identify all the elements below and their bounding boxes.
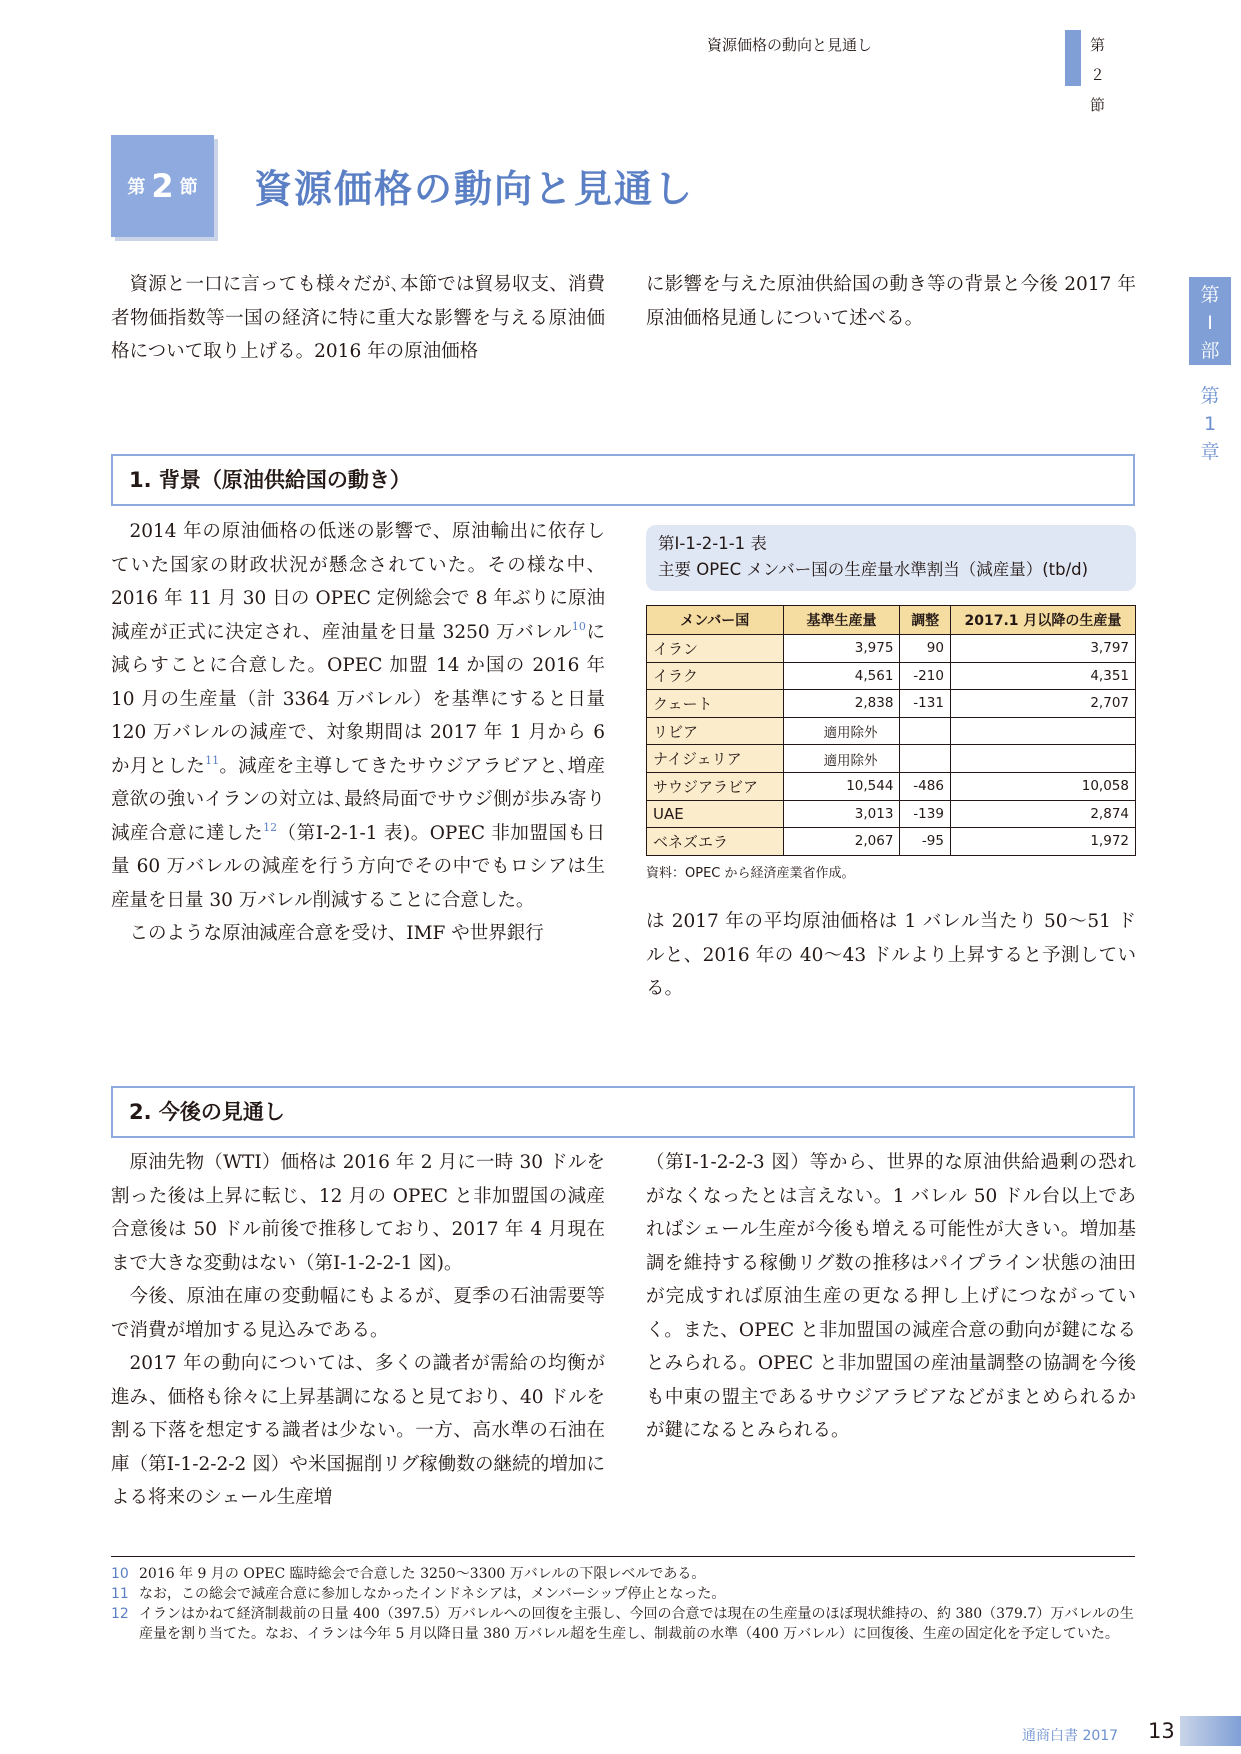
table-row xyxy=(647,745,1136,773)
base-cell: 3,013 xyxy=(783,800,900,828)
quota-cell: 2,707 xyxy=(950,690,1135,718)
member-cell: クェート xyxy=(647,690,784,718)
base-cell: 2,838 xyxy=(783,690,900,718)
adjust-cell: -139 xyxy=(900,800,951,828)
side-tab-part-char: Ⅰ xyxy=(1207,312,1213,334)
table-header-row xyxy=(647,606,1136,635)
member-cell: ベネズエラ xyxy=(647,828,784,856)
table-row xyxy=(647,717,1136,745)
footnote-ref-10[interactable]: 10 xyxy=(571,619,586,633)
section-number-box xyxy=(111,135,214,237)
section-number: 2 xyxy=(151,167,174,205)
footnotes xyxy=(111,1564,1135,1644)
intro-paragraph: 資源と一口に言っても様々だが､本節では貿易収支、消費者物価指数等一国の経済に特に重大な影響を与える原油価格について取り上げる。2016 年の原油価格 xyxy=(111,274,605,362)
side-tab-part-char: 第 xyxy=(1200,284,1220,306)
table-row xyxy=(647,772,1136,800)
member-cell: イラク xyxy=(647,662,784,690)
text-run: （第Ⅰ-2-1-1 表)。OPEC 非加盟国も日量 60 万バレルの減産を行う方向でその中でもロシアは生産量を日量 30 万バレル削減することに合意した。 xyxy=(111,822,605,911)
footnote-number: 10 xyxy=(111,1566,129,1582)
footnote-text: 2016 年 9 月の OPEC 臨時総会で合意した 3250〜3300 万バレルの下限レベルである。 xyxy=(139,1566,706,1582)
footnote-11 xyxy=(111,1584,1135,1604)
table-header-cell: メンバー国 xyxy=(647,606,784,635)
text-run: 。減産を主導してきたサウジアラビアと､増産意欲の強いイランの対立は､最終局面でサウジ側が歩み寄り減産合意に達した xyxy=(111,755,605,844)
footnote-number: 12 xyxy=(111,1606,129,1622)
section1-right-paragraph: は 2017 年の平均原油価格は 1 バレル当たり 50〜51 ドルと、2016 年の 40〜43 ドルより上昇すると予測している。 xyxy=(646,911,1136,999)
table-row xyxy=(647,828,1136,856)
table-row xyxy=(647,635,1136,663)
side-tab-chapter-char: 第 xyxy=(1200,385,1220,407)
running-head-bar xyxy=(1065,30,1081,86)
member-cell: UAE xyxy=(647,800,784,828)
section2-paragraph-1: 原油先物（WTI）価格は 2016 年 2 月に一時 30 ドルを割った後は上昇に転じ、12 月の OPEC と非加盟国の減産合意後は 50 ドル前後で推移しており、2017 年 4 月現在まで大きな変動はない（第Ⅰ-1-2-2-1 図)。 xyxy=(111,1152,605,1274)
footnote-number: 11 xyxy=(111,1586,129,1602)
side-tab-part xyxy=(1189,277,1231,365)
footnote-10 xyxy=(111,1564,1135,1584)
base-cell: 適用除外 xyxy=(783,745,900,773)
section1-left-column xyxy=(111,515,605,951)
footer-publication: 通商白書 2017 xyxy=(1022,1728,1119,1744)
adjust-cell: -95 xyxy=(900,828,951,856)
running-head xyxy=(0,30,1106,114)
side-tab-chapter-char: 1 xyxy=(1203,413,1217,435)
adjust-cell: 90 xyxy=(900,635,951,663)
base-cell: 10,544 xyxy=(783,772,900,800)
intro-right-column xyxy=(646,268,1136,335)
text-run: 2014 年の原油価格の低迷の影響で、原油輸出に依存していた国家の財政状況が懸念されていた。その様な中、2016 年 11 月 30 日の OPEC 定例総会で 8 年ぶりに原油減産が正式に決定され、産油量を日量 3250 万バレル xyxy=(111,521,605,643)
section1-right-column xyxy=(646,905,1136,1006)
section2-paragraph-2: 今後、原油在庫の変動幅にもよるが、夏季の石油需要等で消費が増加する見込みである。 xyxy=(111,1286,605,1341)
member-cell: ナイジェリア xyxy=(647,745,784,773)
adjust-cell: -210 xyxy=(900,662,951,690)
running-title: 資源価格の動向と見通し xyxy=(706,36,872,54)
table-header-cell: 調整 xyxy=(900,606,951,635)
adjust-cell xyxy=(900,717,951,745)
side-tab-chapter-char: 章 xyxy=(1200,441,1220,463)
section2-right-column xyxy=(646,1146,1136,1448)
running-section: 第２節 xyxy=(1090,36,1106,114)
table-row xyxy=(647,690,1136,718)
text-run: に減らすことに合意した。OPEC 加盟 14 か国の 2016 年 10 月の生産量（計 3364 万バレル）を基準にすると日量 120 万バレルの減産で、対象期間は 2017 年 1 月から 6 か月とした xyxy=(111,621,605,777)
subhead-outlook: 2. 今後の見通し xyxy=(111,1086,1135,1138)
table-title: 主要 OPEC メンバー国の生産量水準割当（減産量）(tb/d) xyxy=(658,560,1089,579)
quota-cell: 10,058 xyxy=(950,772,1135,800)
table-number: 第Ⅰ-1-2-1-1 表 xyxy=(658,534,767,553)
footer-bar xyxy=(1180,1716,1241,1746)
footnote-ref-12[interactable]: 12 xyxy=(263,820,278,834)
base-cell: 4,561 xyxy=(783,662,900,690)
section1-paragraph-1 xyxy=(111,515,605,917)
adjust-cell: -131 xyxy=(900,690,951,718)
base-cell: 2,067 xyxy=(783,828,900,856)
footnote-rule xyxy=(111,1556,1135,1557)
quota-cell: 2,874 xyxy=(950,800,1135,828)
adjust-cell xyxy=(900,745,951,773)
section-prefix: 第 xyxy=(127,177,146,198)
section2-paragraph-3: 2017 年の動向については、多くの識者が需給の均衡が進み、価格も徐々に上昇基調になると見ており、40 ドルを割る下落を想定する識者は少ない。一方、高水準の石油在庫（第Ⅰ-1-2-2-2 図）や米国掘削リグ稼働数の継続的増加による将来のシェール生産増 xyxy=(111,1353,605,1508)
quota-cell: 4,351 xyxy=(950,662,1135,690)
table-header-cell: 2017.1 月以降の生産量 xyxy=(950,606,1135,635)
subhead-background: 1. 背景（原油供給国の動き） xyxy=(111,454,1135,506)
section2-left-column xyxy=(111,1146,605,1515)
table-row xyxy=(647,662,1136,690)
quota-cell xyxy=(950,745,1135,773)
section1-paragraph-2: このような原油減産合意を受け、IMF や世界銀行 xyxy=(129,923,544,944)
intro-left-column xyxy=(111,268,605,369)
member-cell: イラン xyxy=(647,635,784,663)
side-tab-chapter xyxy=(1189,382,1231,466)
table-source: 資料：OPEC から経済産業省作成。 xyxy=(646,866,855,881)
quota-cell: 3,797 xyxy=(950,635,1135,663)
footnote-ref-11[interactable]: 11 xyxy=(205,753,220,767)
production-quota-table xyxy=(646,605,1136,856)
table-row xyxy=(647,800,1136,828)
footnote-text: なお，この総会で減産合意に参加しなかったインドネシアは，メンバーシップ停止となった。 xyxy=(139,1586,726,1602)
page-number: 13 xyxy=(1148,1719,1175,1743)
table-header-cell: 基準生産量 xyxy=(783,606,900,635)
section-title: 資源価格の動向と見通し xyxy=(254,166,695,211)
base-cell: 3,975 xyxy=(783,635,900,663)
table-caption xyxy=(646,525,1136,591)
intro-paragraph-continued: に影響を与えた原油供給国の動き等の背景と今後 2017 年原油価格見通しについて述べる。 xyxy=(646,274,1136,329)
quota-cell: 1,972 xyxy=(950,828,1135,856)
member-cell: リビア xyxy=(647,717,784,745)
adjust-cell: -486 xyxy=(900,772,951,800)
side-tab-part-char: 部 xyxy=(1200,340,1220,362)
section-suffix: 節 xyxy=(179,177,198,198)
member-cell: サウジアラビア xyxy=(647,772,784,800)
quota-cell xyxy=(950,717,1135,745)
footnote-text: イランはかねて経済制裁前の日量 400（397.5）万バレルへの回復を主張し、今回の合意では現在の生産量のほぼ現状維持の、約 380（379.7）万バレルの生産量を割り当てた。なお、イランは今年 5 月以降日量 380 万バレル超を生産し、制裁前の水準（400 万バレル）に回復後、生産の固定化を予定していた。 xyxy=(139,1606,1134,1642)
footnote-12 xyxy=(111,1604,1135,1644)
base-cell: 適用除外 xyxy=(783,717,900,745)
section2-right-paragraph: （第Ⅰ-1-2-2-3 図）等から、世界的な原油供給過剰の恐れがなくなったとは言えない。1 バレル 50 ドル台以上であればシェール生産が今後も増える可能性が大きい。増加基調を維持する稼働リグ数の推移はパイプライン状態の油田が完成すれば原油生産の更なる押し上げにつながっていく。また、OPEC と非加盟国の減産合意の動向が鍵になるとみられる。OPEC と非加盟国の産油量調整の協調を今後も中東の盟主であるサウジアラビアなどがまとめられるかが鍵になるとみられる。 xyxy=(646,1152,1136,1441)
